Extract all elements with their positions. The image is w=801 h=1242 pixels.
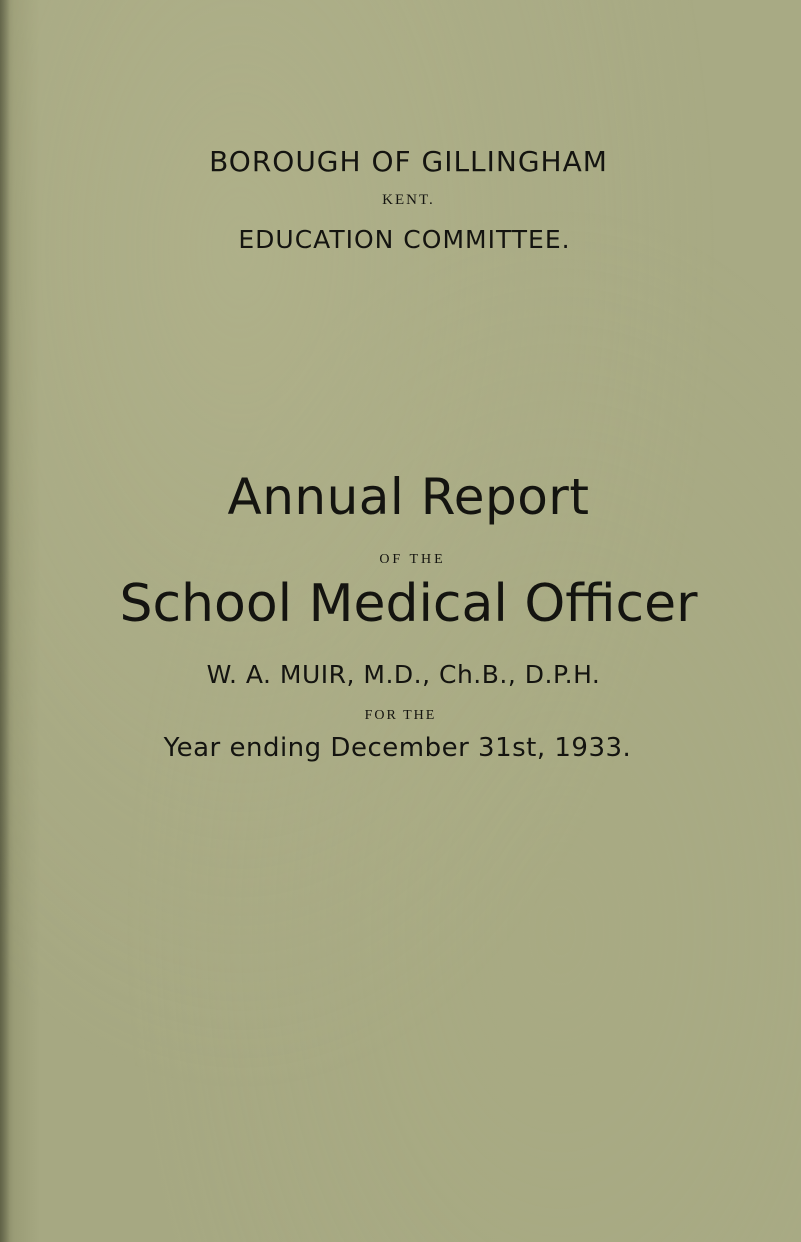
for-the-label: FOR THE (364, 708, 437, 723)
county-label: KENT. (382, 192, 435, 208)
officer-name: W. A. MUIR, M.D., Ch.B., D.P.H. (206, 660, 601, 689)
borough-heading: BOROUGH OF GILLINGHAM (209, 145, 608, 178)
of-the-label: OF THE (379, 552, 446, 567)
report-period: Year ending December 31st, 1933. (163, 733, 632, 763)
committee-heading: EDUCATION COMMITTEE. (238, 225, 571, 254)
report-title: Annual Report (227, 468, 590, 526)
officer-title: School Medical Officer (119, 574, 698, 634)
